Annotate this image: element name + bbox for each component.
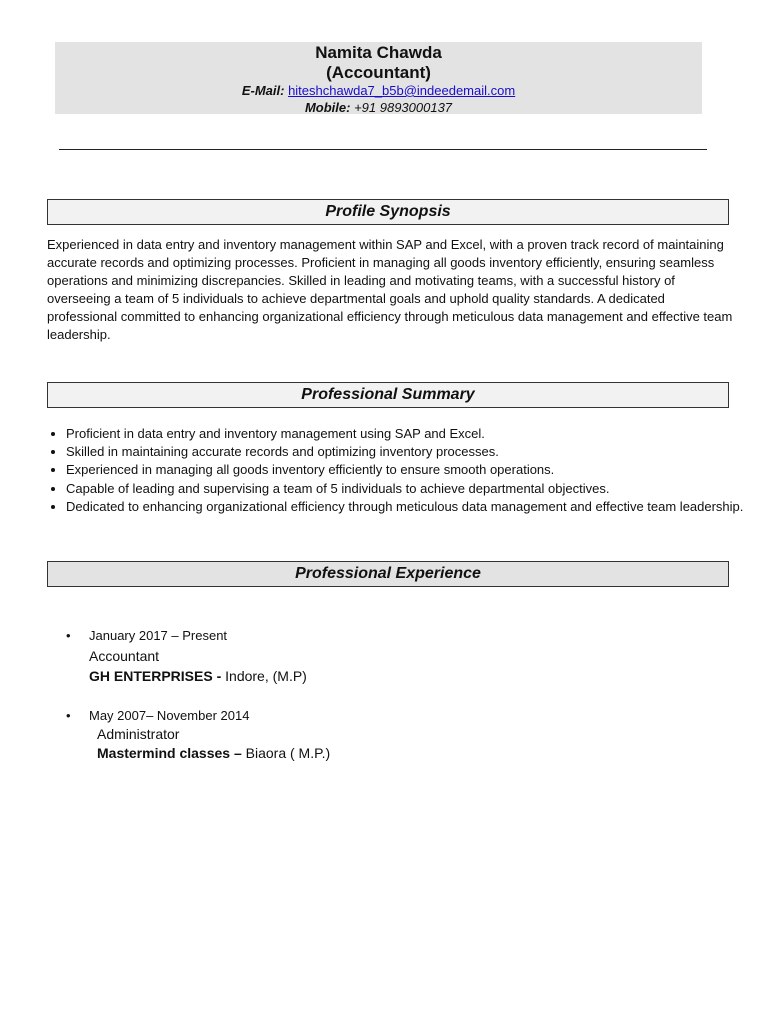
job-company-line [89, 668, 307, 684]
email-line [55, 82, 702, 99]
email-link[interactable]: hiteshchawda7_b5b@indeedemail.com [288, 83, 516, 98]
mobile-label: Mobile: [304, 100, 351, 115]
experience-heading: Professional Experience [47, 561, 729, 587]
job-title: Administrator [97, 726, 180, 742]
candidate-name: Namita Chawda [315, 43, 442, 62]
profile-heading: Profile Synopsis [47, 199, 729, 225]
mobile-line [55, 99, 702, 116]
job-location: Biaora ( M.P.) [245, 745, 331, 761]
list-item: • Dedicated to enhancing organizational efficiency through meticulous data management and effective team leadership. [66, 498, 756, 516]
profile-text: Experienced in data entry and inventory management within SAP and Excel, with a proven track record of maintaining accurate records and optimizing processes. Proficient in managing all goods inventory efficiently, ensuring seamless operations and minimizing discrepancies. Skilled in leading and motivating teams, with a successful history of overseeing a team of 5 individuals to achieve departmental goals and uphold quality standards. A dedicated professional committed to enhancing organizational efficiency through meticulous data management and effective team leadership. [47, 237, 733, 342]
summary-heading: Professional Summary [47, 382, 729, 408]
job-company-line [97, 745, 330, 761]
mobile-number: +91 9893000137 [354, 100, 453, 115]
resume-header [55, 42, 702, 114]
list-item: • Proficient in data entry and inventory management using SAP and Excel. [66, 425, 756, 443]
job-dates: January 2017 – Present [89, 628, 228, 643]
header-divider [59, 149, 707, 150]
job-company: Mastermind classes – [97, 745, 242, 761]
bullet-icon: • [66, 628, 71, 643]
job-title: Accountant [89, 648, 160, 664]
list-item: • Skilled in maintaining accurate records and optimizing inventory processes. [66, 443, 756, 461]
job-company: GH ENTERPRISES - [89, 668, 222, 684]
job-dates: May 2007– November 2014 [89, 708, 250, 723]
job-location: Indore, (M.P) [225, 668, 307, 684]
bullet-icon: • [66, 708, 71, 723]
list-item: • Experienced in managing all goods inventory efficiently to ensure smooth operations. [66, 461, 756, 479]
list-item: • Capable of leading and supervising a team of 5 individuals to achieve departmental objectives. [66, 480, 756, 498]
summary-list [25, 425, 756, 516]
candidate-role: (Accountant) [326, 63, 431, 82]
email-label: E-Mail: [241, 83, 285, 98]
